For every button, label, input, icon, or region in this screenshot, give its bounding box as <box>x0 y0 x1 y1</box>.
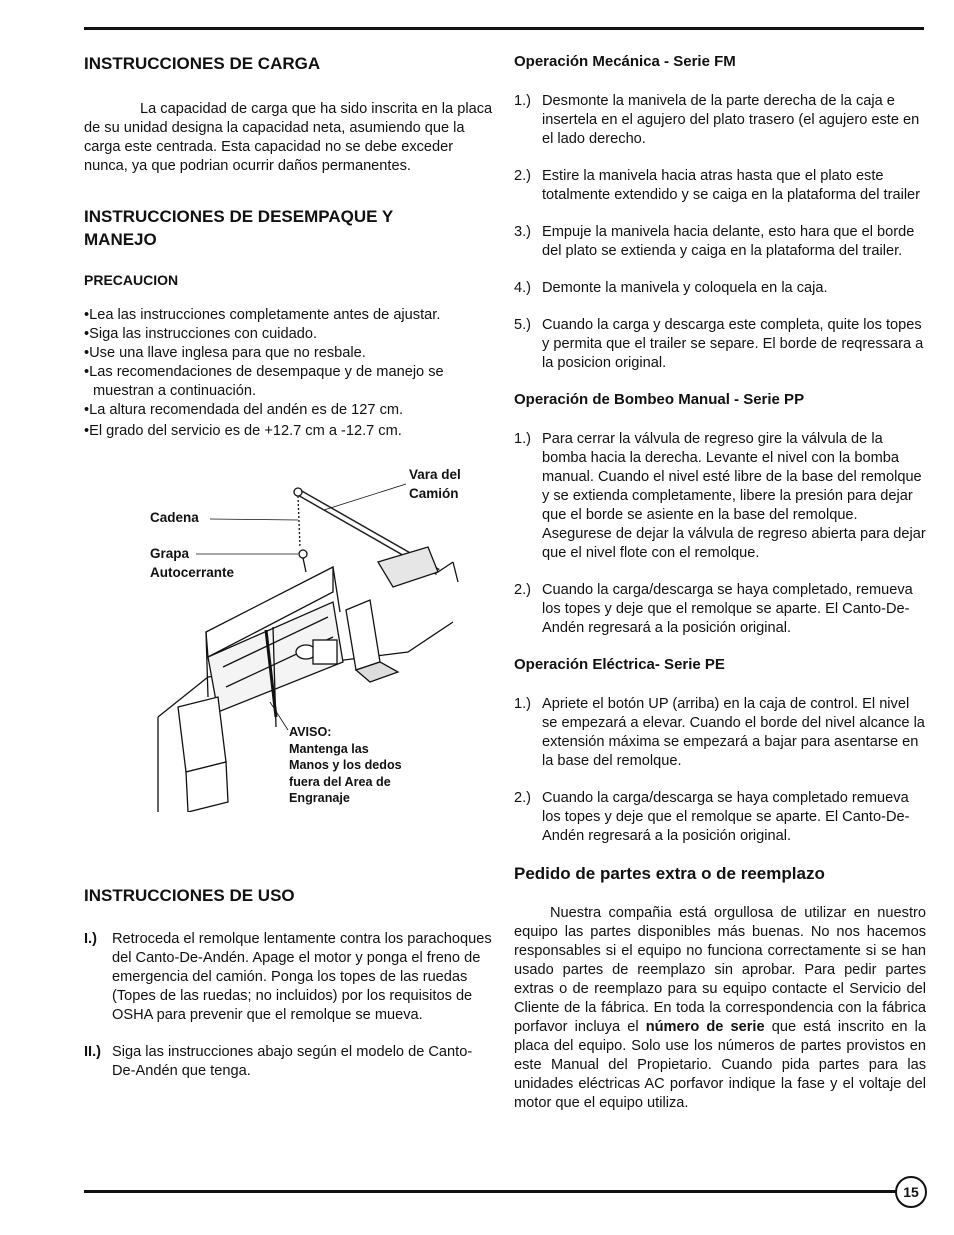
dock-leveler-figure <box>148 462 478 812</box>
item-text: Cuando la carga/descarga se haya completado, remueva los topes y deje que el remolque se aparte. El Canto-De-Andén regresará a la posición original. <box>542 582 913 636</box>
uso-section <box>84 884 494 1081</box>
cadena-label: Cadena <box>150 510 199 525</box>
fm-title: Operación Mecánica - Serie FM <box>514 53 736 70</box>
grapa-label-line-1: Grapa <box>150 546 190 561</box>
list-item <box>514 167 926 205</box>
list-item: • El grado del servicio es de +12.7 cm a -12.7 cm. <box>84 422 494 441</box>
pedido-text-part-1: Nuestra compañia está orgullosa de utilizar en nuestro equipo las partes disponibles más buenas. No nos hacemos responsables si el equipo no funciona correctamente si se han usado partes de reemplazo sin aprobar. Para pedir partes extras o de reemplazo para su equipo contacte el Servicio del Cliente de la fábrica. En toda la correspondencia con la fábrica porfavor incluya el <box>514 905 926 1035</box>
uso-item <box>84 930 494 1025</box>
item-number: 4.) <box>514 280 532 296</box>
item-number: 5.) <box>514 317 532 333</box>
precaucion-heading: PRECAUCION <box>84 272 179 288</box>
carga-text: La capacidad de carga que ha sido inscrita en la placa de su unidad designa la capacidad neta, asumiendo que la carga este centrada. Esta capacidad no se debe exceder nunca, ya que podrian ocurrir daños permanentes. <box>84 101 493 174</box>
vara-label-line-1: Vara del <box>409 467 461 482</box>
list-item: • La altura recomendada del andén es de 127 cm. <box>84 401 494 420</box>
list-item <box>514 316 926 373</box>
pedido-serial-emphasis: número de serie <box>645 1019 765 1035</box>
item-number: 2.) <box>514 168 532 184</box>
uso-item-number: I.) <box>84 931 97 947</box>
top-rule <box>84 27 924 30</box>
item-number: 3.) <box>514 224 532 240</box>
list-item <box>514 695 926 771</box>
item-number: 2.) <box>514 582 532 598</box>
item-number: 2.) <box>514 790 532 806</box>
list-item: • Siga las instrucciones con cuidado. <box>84 325 494 344</box>
item-text: Cuando la carga y descarga este completa, quite los topes y permita que el trailer se separe. El borde de reqressara a la posicion original. <box>542 317 924 371</box>
page-number: 15 <box>895 1176 927 1208</box>
list-item: • Use una llave inglesa para que no resbale. <box>84 344 494 363</box>
item-text: Desmonte la manivela de la parte derecha de la caja e insertela en el agujero del plato trasero (el agujero este en el lado derecho. <box>542 93 920 147</box>
list-item: • Las recomendaciones de desempaque y de manejo se muestran a continuación. <box>84 363 494 401</box>
pe-list <box>514 695 926 846</box>
aviso-line: Mantenga las <box>289 741 369 756</box>
item-number: 1.) <box>514 696 532 712</box>
left-column <box>84 52 494 441</box>
pp-title: Operación de Bombeo Manual - Serie PP <box>514 391 805 408</box>
list-item <box>514 581 926 638</box>
list-item <box>514 789 926 846</box>
item-text: Apriete el botón UP (arriba) en la caja de control. El nivel se empezará a elevar. Cuando el borde del nivel alcance la extensión máxima se empezará a bajar para asentarse en la base del remolque. <box>542 696 925 769</box>
item-text: Cuando la carga/descarga se haya completado remueva los topes y deje que el remolque se aparte. El Canto-De-Andén regresará a la posición original. <box>542 790 910 844</box>
uso-item-text: Siga las instrucciones abajo según el modelo de Canto-De-Andén que tenga. <box>112 1044 473 1079</box>
aviso-line: AVISO: <box>289 725 332 739</box>
pedido-text-part-2: que está inscrito en la placa del equipo. Solo use los números de partes provistos en este Manual del Propietario. Cuando pida partes para las unidades eléctricas AC porfavor indique la fase y el voltaje del motor que el equipo utiliza. <box>514 1019 927 1111</box>
aviso-line: fuera del Area de <box>289 774 391 789</box>
item-text: Estire la manivela hacia atras hasta que el plato este totalmente extendido y se caiga en la plataforma del trailer <box>542 168 921 203</box>
uso-title: INSTRUCCIONES DE USO <box>84 886 295 905</box>
aviso-line: Manos y los dedos <box>289 758 402 772</box>
uso-item <box>84 1043 494 1081</box>
aviso-line: Engranaje <box>289 791 350 805</box>
bottom-rule <box>84 1190 896 1193</box>
uso-item-number: II.) <box>84 1044 102 1060</box>
carga-title: INSTRUCCIONES DE CARGA <box>84 54 321 73</box>
desempaque-title-line-2: MANEJO <box>84 230 157 249</box>
item-text: Para cerrar la válvula de regreso gire la válvula de la bomba hacia la derecha. Levante el nivel con la bomba manual. Cuando el nivel esté libre de la base del remolque y se extienda completamente, libere la presión para dejar que el borde se asiente en la base del remolque. Asegurese de dejar la válvula de regreso abierta para dejar que el nivel flote con el remolque. <box>542 431 926 561</box>
list-item <box>514 223 926 261</box>
desempaque-title <box>84 205 494 251</box>
list-item <box>514 92 926 149</box>
pedido-title: Pedido de partes extra o de reemplazo <box>514 864 825 883</box>
item-text: Empuje la manivela hacia delante, esto hara que el borde del plato se extienda y caiga en la plataforma del trailer. <box>542 224 915 259</box>
precaution-list <box>84 306 494 441</box>
pedido-text <box>514 904 926 1113</box>
right-column <box>514 52 926 1113</box>
grapa-label <box>150 544 234 582</box>
item-number: 1.) <box>514 93 532 109</box>
item-text: Demonte la manivela y coloquela en la caja. <box>542 280 828 296</box>
uso-item-text: Retroceda el remolque lentamente contra los parachoques del Canto-De-Andén. Apage el motor y ponga el freno de emergencia del camión. Ponga los topes de las ruedas (Topes de las ruedas; no incluidos) por los requisitos de OSHA para prevenir que el remolque se mueva. <box>112 931 492 1023</box>
pe-title: Operación Eléctrica- Serie PE <box>514 656 725 673</box>
pp-list <box>514 430 926 638</box>
list-item: • Lea las instrucciones completamente antes de ajustar. <box>84 306 494 325</box>
desempaque-title-line-1: INSTRUCCIONES DE DESEMPAQUE Y <box>84 207 394 226</box>
vara-label <box>409 465 461 503</box>
fm-list <box>514 92 926 373</box>
list-item <box>514 430 926 563</box>
list-item <box>514 279 926 298</box>
vara-label-line-2: Camión <box>409 486 459 501</box>
item-number: 1.) <box>514 431 532 447</box>
grapa-label-line-2: Autocerrante <box>150 565 235 580</box>
aviso-label <box>289 724 402 807</box>
